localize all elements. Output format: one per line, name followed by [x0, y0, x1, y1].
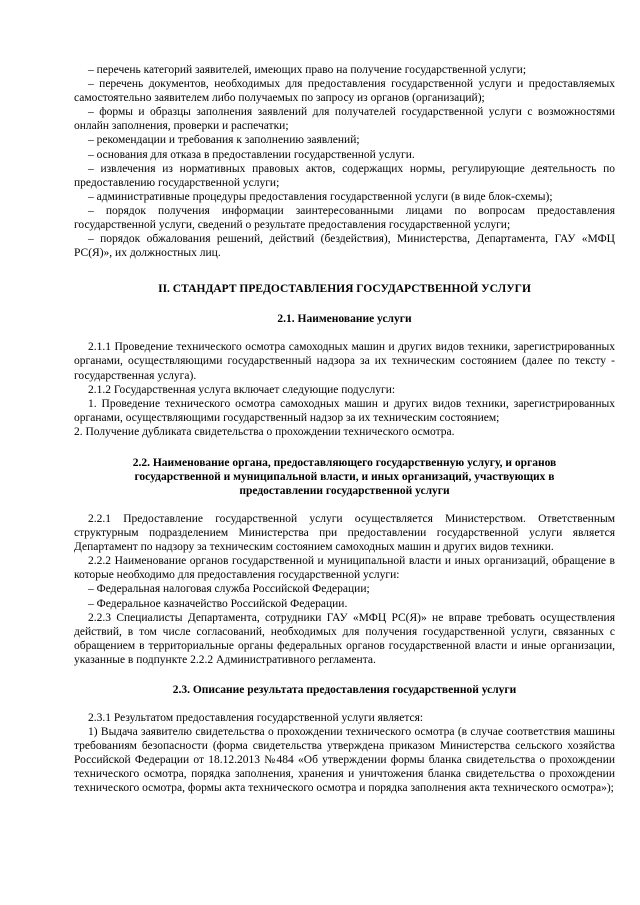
info-list: [74, 63, 615, 260]
document-page: [74, 63, 615, 796]
section-title: II. СТАНДАРТ ПРЕДОСТАВЛЕНИЯ ГОСУДАРСТВЕННОЙ УСЛУГИ: [158, 283, 531, 296]
paragraph-2-3-1-item-1: 1) Выдача заявителю свидетельства о прохождении технического осмотра (в случае соответствия машины требованиям безопасности (форма свидетельства утверждена приказом Министерства сельского хозяйства Российской Федерации от 18.12.2013 №484 «Об утверждении формы бланка свидетельства о прохождении технического осмотра, порядка заполнения, хранения и уничтожения бланка свидетельства о прохождении технического осмотра, формы акта технического осмотра и порядка заполнения акта технического осмотра»);: [74, 726, 615, 795]
list-item: – извлечения из нормативных правовых актов, содержащих нормы, регулирующие деятельность по предоставлению государственной услуги;: [74, 162, 615, 189]
paragraph-2-2-2: 2.2.2 Наименование органов государственной и муниципальной власти и иных организаций, обращение в которые необходимо для предоставления государственной услуги:: [74, 555, 615, 582]
list-item: – перечень документов, необходимых для предоставления государственной услуги и предоставляемых самостоятельно заявителем либо получаемых по запросу из органов (организаций);: [74, 78, 615, 105]
paragraph-2-2-3: 2.2.3 Специалисты Департамента, сотрудники ГАУ «МФЦ РС(Я)» не вправе требовать осуществления действий, в том числе согласований, необходимых для получения государственной услуги, связанных с обращением в территориальные органы федеральных органов государственной власти и иные организации, указанные в подпункте 2.2.2 Административного регламента.: [74, 611, 615, 666]
paragraph-2-1-2: 2.1.2 Государственная услуга включает следующие подуслуги:: [88, 383, 396, 396]
paragraph-2-1-2-item-2: 2. Получение дубликата свидетельства о прохождении технического осмотра.: [74, 425, 455, 438]
list-item: – порядок обжалования решений, действий (бездействия), Министерства, Департамента, ГАУ «МФЦ РС(Я)», их должностных лиц.: [74, 233, 615, 260]
list-item: – перечень категорий заявителей, имеющих право на получение государственной услуги;: [88, 64, 527, 76]
subsection-title-2-3: 2.3. Описание результата предоставления государственной услуги: [172, 684, 517, 696]
paragraph-2-1-2-item-1: 1. Проведение технического осмотра самоходных машин и других видов техники, зарегистрированных органами, осуществляющими государственный надзор за их техническим состоянием;: [74, 397, 615, 424]
list-item: – формы и образцы заполнения заявлений для получателей государственной услуги с возможностями онлайн заполнения, проверки и распечатки;: [74, 106, 615, 133]
list-item: – основания для отказа в предоставлении государственной услуги.: [88, 148, 415, 161]
paragraph-2-1-1: 2.1.1 Проведение технического осмотра самоходных машин и других видов техники, зарегистрированных органами, осуществляющими государственный надзора за их техническим состоянием (далее по тексту - государственная услуга).: [74, 341, 615, 382]
list-item: – рекомендации и требования к заполнению заявлений;: [88, 134, 360, 147]
subsection-title-2-1: 2.1. Наименование услуги: [277, 313, 412, 326]
subsection-title-2-2: 2.2. Наименование органа, предоставляющего государственную услугу, и органов государственной и муниципальной власти, и иных организаций, участвующих в предоставлении государственной услуги: [132, 456, 557, 497]
paragraph-2-3-1: 2.3.1 Результатом предоставления государственной услуги является:: [88, 712, 424, 724]
list-item: – Федеральное казначейство Российской Федерации.: [88, 597, 348, 610]
list-item: – порядок получения информации заинтересованными лицами по вопросам предоставления государственной услуги, сведений о результате предоставления государственной услуги;: [74, 204, 615, 232]
list-item: – Федеральная налоговая служба Российской Федерации;: [88, 583, 370, 596]
list-item: – административные процедуры предоставления государственной услуги (в виде блок-схемы);: [88, 190, 553, 203]
paragraph-2-2-1: 2.2.1 Предоставление государственной услуги осуществляется Министерством. Ответственным структурным подразделением Министерства при предоставлении государственной услуги является Департамент по надзору за техническим состоянием самоходных машин и других видов техники.: [74, 512, 615, 554]
